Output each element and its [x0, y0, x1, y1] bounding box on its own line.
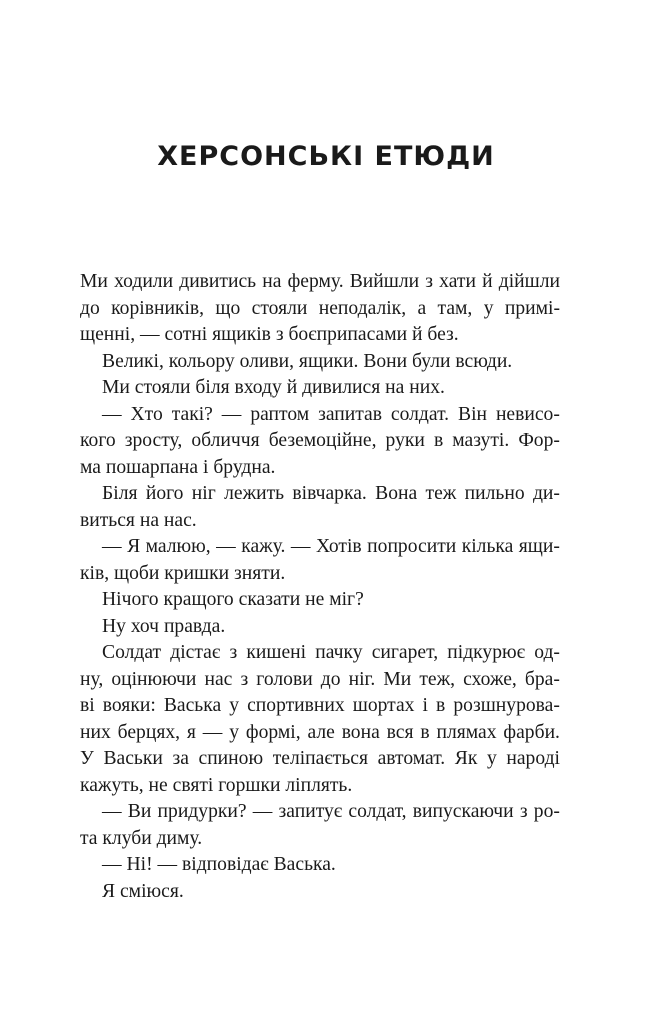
text-line: У Васьки за спиною теліпається автомат. Як у народі — [80, 748, 560, 769]
text-line: та клуби диму. — [80, 827, 203, 849]
text-line: Я сміюся. — [102, 880, 184, 902]
text-line: виться на нас. — [80, 509, 197, 531]
text-line: кого зросту, обличчя беземоційне, руки в мазуті. Фор- — [80, 430, 560, 451]
text-line: Солдат дістає з кишені пачку сигарет, підкурює од- — [102, 642, 560, 663]
text-line: ну, оцінюючи нас з голови до ніг. Ми теж, схоже, бра- — [80, 668, 560, 690]
text-line: Біля його ніг лежить вівчарка. Вона теж пильно ди- — [102, 483, 560, 504]
body-text — [80, 269, 560, 905]
text-line: — Ні! — відповідає Васька. — [102, 854, 336, 875]
text-line: ків, щоби кришки зняти. — [80, 562, 286, 584]
text-line: щенні, — сотні ящиків з боєприпасами й без. — [80, 324, 459, 345]
text-line: них берцях, я — у формі, але вона вся в плямах фарби. — [80, 721, 560, 743]
text-line: ві вояки: Васька у спортивних шортах і в розшнурова- — [80, 695, 560, 716]
text-line: до корівників, що стояли неподалік, а там, у примі- — [80, 297, 560, 319]
text-line: — Ви придурки? — запитує солдат, випускаючи з ро- — [102, 801, 560, 822]
text-line: Великі, кольору оливи, ящики. Вони були всюди. — [102, 350, 513, 372]
text-line: кажуть, не святі горшки ліплять. — [80, 774, 353, 796]
chapter-title: ХЕРСОНСЬКІ ЕТЮДИ — [157, 141, 495, 172]
text-line: — Я малюю, — кажу. — Хотів попросити кілька ящи- — [102, 536, 560, 557]
text-line: Ми стояли біля входу й дивилися на них. — [102, 377, 445, 398]
text-line: Нічого кращого сказати не міг? — [102, 589, 364, 610]
text-line: ма пошарпана і брудна. — [80, 456, 276, 478]
text-line: — Хто такі? — раптом запитав солдат. Він невисо- — [102, 403, 560, 425]
text-line: Ми ходили дивитись на ферму. Вийшли з хати й дійшли — [80, 271, 560, 292]
text-line: Ну хоч правда. — [102, 615, 226, 637]
